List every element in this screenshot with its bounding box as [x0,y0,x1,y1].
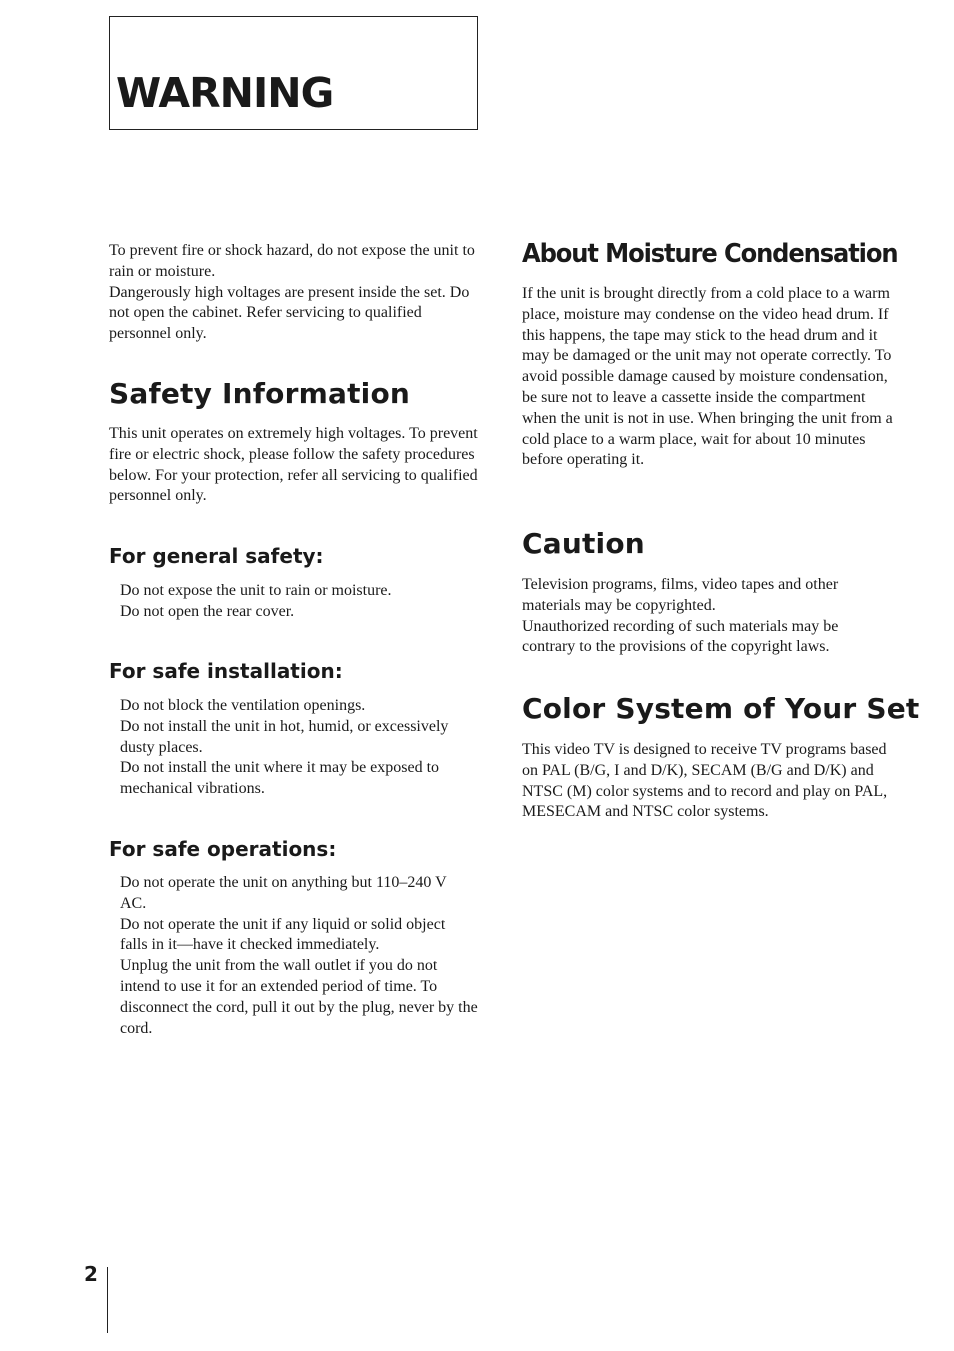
caution-paragraph-1: Television programs, films, video tapes and other materials may be copyrighted. [522,576,839,614]
page-number-rule [107,1267,108,1333]
color-system-heading: Color System of Your Set [522,692,920,725]
intro-paragraph-2: Dangerously high voltages are present inside the set. Do not open the cabinet. Refer servicing to qualified personnel only. [109,283,470,343]
color-system-body: This video TV is designed to receive TV programs based on PAL (B/G, I and D/K), SECAM (B/G and D/K) and NTSC (M) color systems and to record and play on PAL, MESECAM and NTSC color systems. [522,741,888,821]
safety-body: This unit operates on extremely high voltages. To prevent fire or electric shock, please follow the safety procedures below. For your protection, refer all servicing to qualified personnel only. [109,425,478,505]
safe-operations-heading: For safe operations: [109,837,337,861]
list-item: Do not operate the unit on anything but 110–240 V AC. [120,874,447,912]
moisture-body: If the unit is brought directly from a cold place to a warm place, moisture may condense on the video head drum. If this happens, the tape may stick to the head drum and it may be damaged or the unit may not operate correctly. To avoid possible damage caused by moisture condensation, be sure not to leave a cassette inside the compartment when the unit is not in use. When bringing the unit from a cold place to a warm place, wait for about 10 minutes before operating it. [522,285,893,469]
safe-installation-list [109,696,479,800]
general-safety-heading: For general safety: [109,544,324,568]
caution-body [522,575,894,658]
intro-paragraph-1: To prevent fire or shock hazard, do not expose the unit to rain or moisture. [109,242,475,280]
caution-paragraph-2: Unauthorized recording of such materials may be contrary to the provisions of the copyright laws. [522,617,839,656]
moisture-heading: About Moisture Condensation [522,239,898,269]
safe-operations-list [109,873,479,1039]
safe-installation-heading: For safe installation: [109,659,343,683]
left-column [109,241,479,345]
general-safety-list [109,581,479,623]
list-item: Do not install the unit where it may be exposed to mechanical vibrations. [120,759,440,798]
list-item: Do not open the rear cover. [120,602,295,620]
list-item: Do not expose the unit to rain or moisture. [120,582,392,599]
list-item: Unplug the unit from the wall outlet if you do not intend to use it for an extended period of time. To disconnect the cord, pull it out by the plug, never by the cord. [120,957,478,1037]
list-item: Do not block the ventilation openings. [120,697,366,714]
page-title: WARNING [116,69,334,117]
safety-heading: Safety Information [109,377,411,410]
page-number: 2 [84,1262,98,1286]
list-item: Do not operate the unit if any liquid or solid object falls in it—have it checked immediately. [120,915,446,954]
caution-heading: Caution [522,527,645,560]
list-item: Do not install the unit in hot, humid, or excessively dusty places. [120,717,449,756]
